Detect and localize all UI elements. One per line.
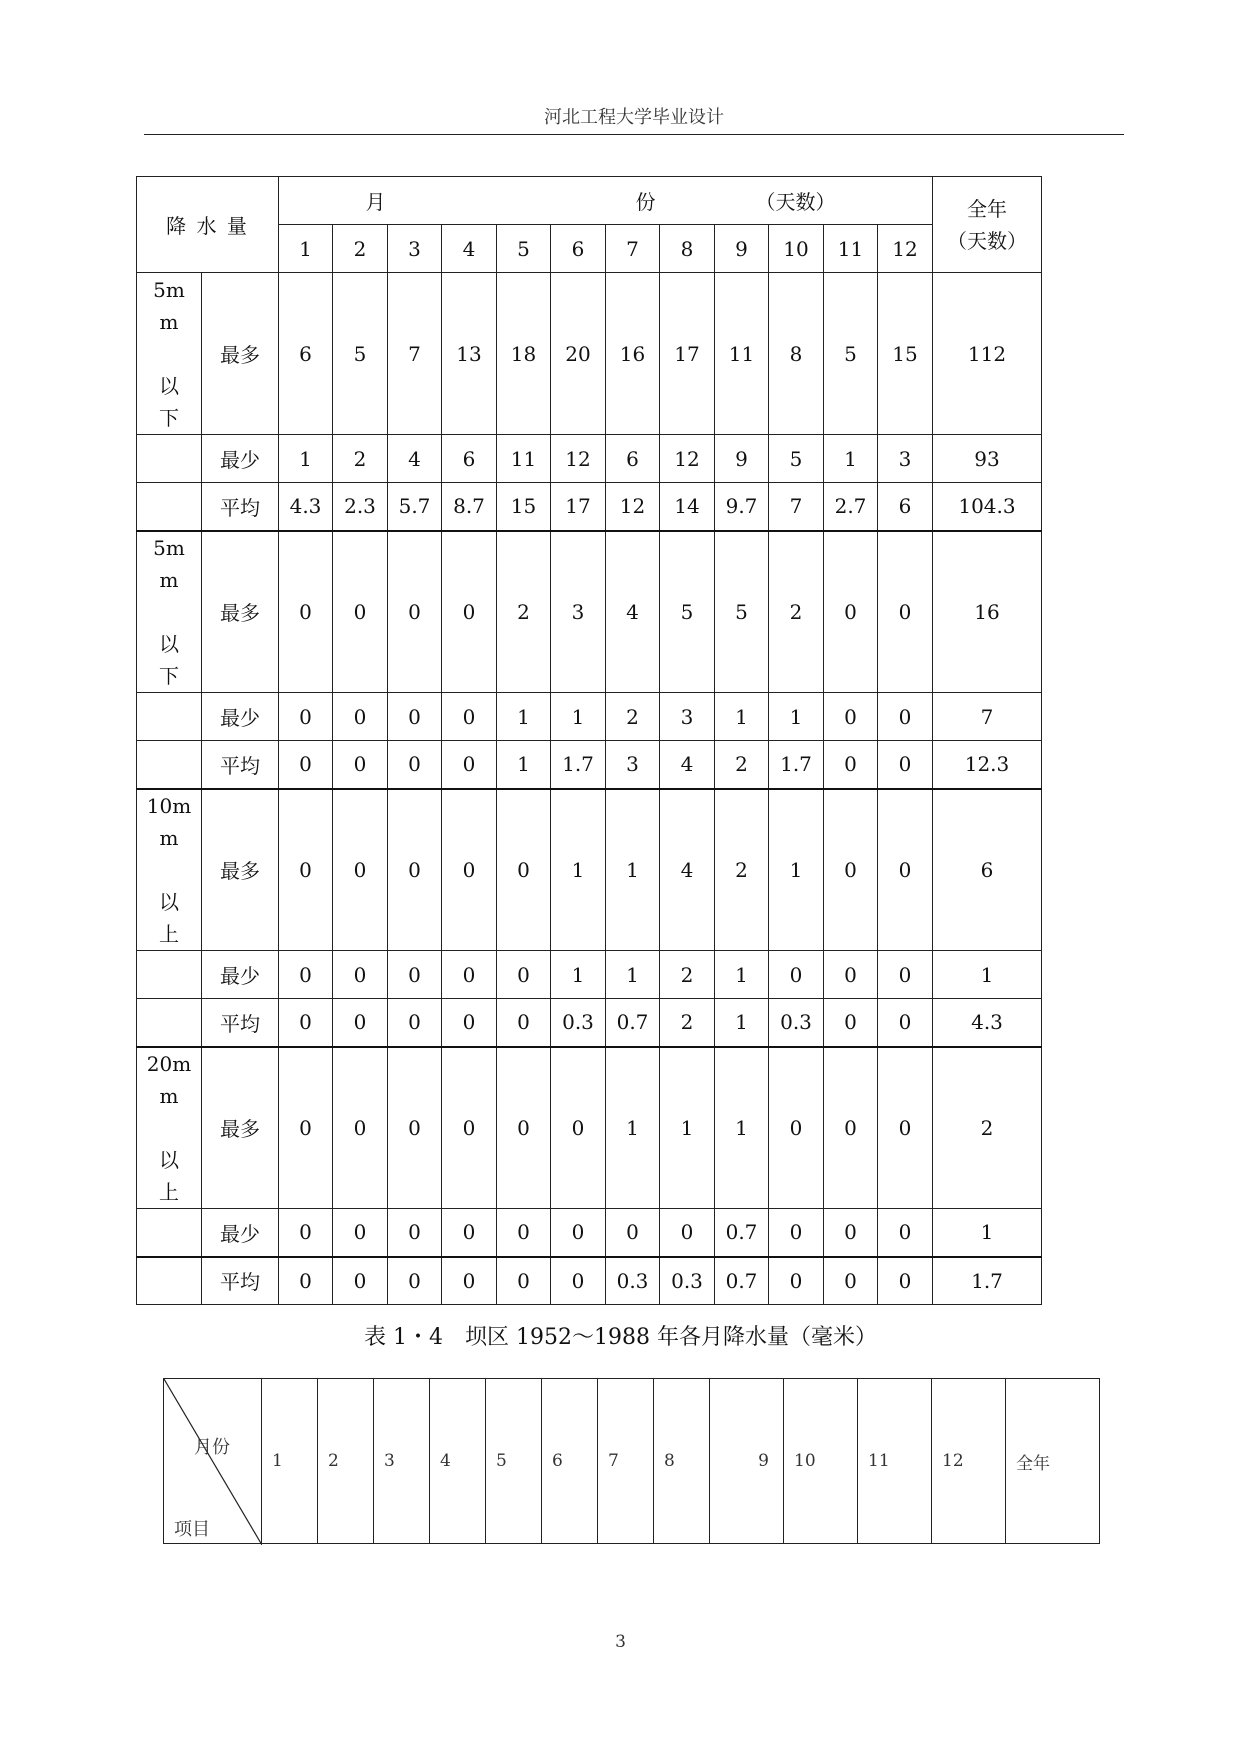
- table-cell: 0: [333, 789, 388, 951]
- table-row: [137, 435, 1042, 483]
- month-header: 1: [279, 225, 333, 273]
- table-cell: 15: [878, 273, 933, 435]
- table-row: [137, 693, 1042, 741]
- table-cell: 0: [606, 1209, 660, 1257]
- row-label: 最多: [202, 789, 279, 951]
- month-header: 9: [715, 225, 769, 273]
- annual-cell: 6: [933, 789, 1042, 951]
- table-cell: 0: [878, 693, 933, 741]
- section-label: [137, 531, 202, 693]
- table-cell: 0: [333, 1209, 388, 1257]
- table-cell: 1.7: [551, 741, 606, 789]
- table-cell: 7: [769, 483, 824, 531]
- table-cell: 0: [660, 1209, 715, 1257]
- annual-cell: 1.7: [933, 1257, 1042, 1305]
- annual-cell: 4.3: [933, 999, 1042, 1047]
- table-cell: 2: [333, 435, 388, 483]
- table-cell: 1: [606, 1047, 660, 1209]
- section-label-line: 上: [159, 1179, 179, 1204]
- page-number: 3: [615, 1632, 626, 1652]
- table-cell: 6: [442, 435, 497, 483]
- row-label: 最多: [202, 1047, 279, 1209]
- section-label-line: 5m: [153, 535, 185, 560]
- row-label: 最少: [202, 951, 279, 999]
- table-cell: 0: [279, 531, 333, 693]
- table-cell: 0: [279, 693, 333, 741]
- table-cell: 0: [279, 741, 333, 789]
- table-cell: 0: [333, 1047, 388, 1209]
- month-header: 6: [551, 225, 606, 273]
- table-cell: 8.7: [442, 483, 497, 531]
- table-row: [137, 483, 1042, 531]
- table-cell: 4: [388, 435, 442, 483]
- table-cell: 1: [715, 999, 769, 1047]
- table-cell: 5: [824, 273, 878, 435]
- table-cell: 12: [551, 435, 606, 483]
- fen-word: 份: [635, 190, 656, 214]
- table-cell: 1: [497, 693, 551, 741]
- month-header: 3: [388, 225, 442, 273]
- section-label-line: [137, 1112, 201, 1144]
- table-cell: 2: [715, 789, 769, 951]
- section-label-line: 以: [159, 1147, 179, 1172]
- table-cell: 0: [551, 1047, 606, 1209]
- table-cell: 2: [715, 741, 769, 789]
- table-cell: 0: [442, 999, 497, 1047]
- row-label: 最少: [202, 693, 279, 741]
- section-label-line: 下: [159, 405, 179, 430]
- table-cell: 0: [824, 1209, 878, 1257]
- month-header: 11: [858, 1379, 932, 1544]
- monthly-precipitation-table: [163, 1378, 1100, 1544]
- table-cell: 6: [279, 273, 333, 435]
- page-header: 河北工程大学毕业设计: [144, 104, 1124, 135]
- table-cell: 13: [442, 273, 497, 435]
- table-cell: 0.7: [606, 999, 660, 1047]
- month-header: 3: [374, 1379, 430, 1544]
- table-cell: 0: [333, 741, 388, 789]
- table-cell: 0: [279, 1209, 333, 1257]
- section-label-line: [137, 338, 201, 370]
- table-cell: 0: [388, 741, 442, 789]
- table-row: [137, 273, 1042, 435]
- annual-cell: 16: [933, 531, 1042, 693]
- table-cell: 0: [824, 951, 878, 999]
- month-header: 6: [542, 1379, 598, 1544]
- table-row: [137, 1209, 1042, 1257]
- table-cell: 2: [769, 531, 824, 693]
- month-word: 月: [365, 190, 386, 214]
- table-cell: 9: [715, 435, 769, 483]
- table-cell: 0: [824, 999, 878, 1047]
- month-header: 8: [654, 1379, 710, 1544]
- section-label-empty: [137, 435, 202, 483]
- table-cell: 4: [660, 789, 715, 951]
- table-cell: 5: [660, 531, 715, 693]
- row-label: 平均: [202, 483, 279, 531]
- table-cell: 1: [279, 435, 333, 483]
- table-cell: 5.7: [388, 483, 442, 531]
- month-header: 5: [486, 1379, 542, 1544]
- table-cell: 0: [878, 951, 933, 999]
- table-cell: 0.7: [715, 1209, 769, 1257]
- table-cell: 0: [333, 1257, 388, 1305]
- section-label-line: 以: [159, 889, 179, 914]
- table-cell: 0: [769, 1209, 824, 1257]
- table-row: [137, 531, 1042, 693]
- table-cell: 0: [497, 1257, 551, 1305]
- month-header: 7: [598, 1379, 654, 1544]
- row-label: 最多: [202, 273, 279, 435]
- table-cell: 0.3: [660, 1257, 715, 1305]
- table-cell: 6: [878, 483, 933, 531]
- table-cell: 1: [551, 789, 606, 951]
- annual-cell: 1: [933, 1209, 1042, 1257]
- table-cell: 0: [497, 1047, 551, 1209]
- row-label: 平均: [202, 741, 279, 789]
- table-cell: 17: [660, 273, 715, 435]
- month-header: 2: [318, 1379, 374, 1544]
- table-cell: 11: [497, 435, 551, 483]
- table-cell: 0: [824, 531, 878, 693]
- table-cell: 8: [769, 273, 824, 435]
- annual-cell: 104.3: [933, 483, 1042, 531]
- section-label-empty: [137, 1209, 202, 1257]
- section-label-line: m: [159, 825, 179, 850]
- table-row: [137, 741, 1042, 789]
- table-cell: 1: [715, 693, 769, 741]
- row-label: 平均: [202, 1257, 279, 1305]
- month-header: 10: [784, 1379, 858, 1544]
- table-cell: 0.7: [715, 1257, 769, 1305]
- table-cell: 14: [660, 483, 715, 531]
- table-cell: 2: [606, 693, 660, 741]
- table-row: [137, 1047, 1042, 1209]
- table-cell: 7: [388, 273, 442, 435]
- table-cell: 3: [660, 693, 715, 741]
- table-cell: 1: [497, 741, 551, 789]
- table-cell: 4: [660, 741, 715, 789]
- annual-header-line1: 全年: [967, 196, 1007, 221]
- month-group-header: [279, 177, 933, 225]
- section-label-empty: [137, 951, 202, 999]
- table-cell: 1: [606, 789, 660, 951]
- table-cell: 1: [715, 951, 769, 999]
- section-label-line: 20m: [146, 1051, 192, 1076]
- section-label-line: 以: [159, 373, 179, 398]
- table-cell: 0: [824, 693, 878, 741]
- section-label-line: m: [159, 1083, 179, 1108]
- table-cell: 0: [769, 1047, 824, 1209]
- table-cell: 0: [333, 531, 388, 693]
- table-cell: 9.7: [715, 483, 769, 531]
- row-label: 最多: [202, 531, 279, 693]
- table-row: [137, 1257, 1042, 1305]
- table-cell: 1: [824, 435, 878, 483]
- month-header: 11: [824, 225, 878, 273]
- table-cell: 0: [551, 1209, 606, 1257]
- table-cell: 0: [497, 1209, 551, 1257]
- annual-cell: 112: [933, 273, 1042, 435]
- section-label-line: m: [159, 567, 179, 592]
- table-cell: 0: [279, 1257, 333, 1305]
- month-header: 5: [497, 225, 551, 273]
- corner-header: 降 水 量: [137, 177, 279, 273]
- table-cell: 0.3: [606, 1257, 660, 1305]
- row-label: 最少: [202, 1209, 279, 1257]
- table-cell: 3: [551, 531, 606, 693]
- table-cell: 2: [660, 999, 715, 1047]
- section-label: [137, 273, 202, 435]
- table-cell: 0: [442, 531, 497, 693]
- rainfall-days-table: [136, 176, 1042, 1305]
- table-cell: 0: [497, 999, 551, 1047]
- table-cell: 0: [388, 1047, 442, 1209]
- table-cell: 4.3: [279, 483, 333, 531]
- table-cell: 0: [442, 1209, 497, 1257]
- table-cell: 0: [497, 789, 551, 951]
- table-cell: 5: [769, 435, 824, 483]
- table-cell: 16: [606, 273, 660, 435]
- table-cell: 1: [769, 693, 824, 741]
- table-cell: 4: [606, 531, 660, 693]
- diagonal-header-cell: [164, 1379, 262, 1544]
- table-cell: 2: [660, 951, 715, 999]
- table-cell: 0: [388, 531, 442, 693]
- month-header: 9: [710, 1379, 784, 1544]
- month-header: 12: [878, 225, 933, 273]
- month-header: 4: [430, 1379, 486, 1544]
- table-cell: 1: [769, 789, 824, 951]
- annual-cell: 1: [933, 951, 1042, 999]
- table-cell: 0: [279, 999, 333, 1047]
- table-row: [137, 999, 1042, 1047]
- annual-cell: 93: [933, 435, 1042, 483]
- table-cell: 0: [769, 1257, 824, 1305]
- table-cell: 0: [824, 1257, 878, 1305]
- section-label-empty: [137, 999, 202, 1047]
- table-cell: 5: [715, 531, 769, 693]
- table-cell: 20: [551, 273, 606, 435]
- table-cell: 0: [388, 999, 442, 1047]
- table-cell: 0: [279, 1047, 333, 1209]
- table-cell: 0: [442, 951, 497, 999]
- section-label-line: [137, 596, 201, 628]
- table-cell: 0: [878, 1209, 933, 1257]
- table-cell: 0: [388, 789, 442, 951]
- table-cell: 5: [333, 273, 388, 435]
- table-cell: 12: [606, 483, 660, 531]
- section-label-line: 下: [159, 663, 179, 688]
- table-cell: 1: [715, 1047, 769, 1209]
- table-cell: 0.3: [551, 999, 606, 1047]
- table-cell: 0: [769, 951, 824, 999]
- row-label: 平均: [202, 999, 279, 1047]
- section-label-empty: [137, 693, 202, 741]
- section-label-line: 5m: [153, 277, 185, 302]
- table-cell: 0: [442, 693, 497, 741]
- section-label: [137, 1047, 202, 1209]
- section-label-line: [137, 854, 201, 886]
- month-header: 1: [262, 1379, 318, 1544]
- table-cell: 6: [606, 435, 660, 483]
- month-header: 7: [606, 225, 660, 273]
- table-cell: 3: [878, 435, 933, 483]
- table-row: [137, 951, 1042, 999]
- table-caption: 表 1・4 坝区 1952～1988 年各月降水量（毫米）: [364, 1325, 877, 1350]
- table-cell: 0: [878, 1257, 933, 1305]
- row-label: 最少: [202, 435, 279, 483]
- table-cell: 17: [551, 483, 606, 531]
- section-label-empty: [137, 741, 202, 789]
- section-label-line: 10m: [146, 793, 192, 818]
- table-cell: 0: [388, 1209, 442, 1257]
- table-cell: 0: [878, 789, 933, 951]
- table-cell: 0: [497, 951, 551, 999]
- days-word: （天数）: [755, 190, 836, 214]
- table-cell: 0: [878, 1047, 933, 1209]
- month-header: 2: [333, 225, 388, 273]
- diag-top-label: 月份: [194, 1437, 230, 1458]
- table-cell: 0: [551, 1257, 606, 1305]
- table-cell: 0: [333, 999, 388, 1047]
- table-cell: 0: [878, 999, 933, 1047]
- month-header: 10: [769, 225, 824, 273]
- section-label: [137, 789, 202, 951]
- annual-cell: 2: [933, 1047, 1042, 1209]
- table-cell: 0: [442, 789, 497, 951]
- section-label-empty: [137, 483, 202, 531]
- month-header: 12: [932, 1379, 1006, 1544]
- annual-cell: 7: [933, 693, 1042, 741]
- table-cell: 0: [824, 789, 878, 951]
- table-cell: 0: [279, 789, 333, 951]
- section-label-empty: [137, 1257, 202, 1305]
- annual-header: [933, 177, 1042, 273]
- month-header: 8: [660, 225, 715, 273]
- table-cell: 0: [388, 951, 442, 999]
- table-cell: 3: [606, 741, 660, 789]
- table-cell: 0.3: [769, 999, 824, 1047]
- table-cell: 0: [442, 741, 497, 789]
- table-cell: 2.3: [333, 483, 388, 531]
- table-cell: 1.7: [769, 741, 824, 789]
- table-cell: 0: [824, 741, 878, 789]
- table-cell: 0: [442, 1257, 497, 1305]
- table-cell: 0: [388, 1257, 442, 1305]
- diag-bottom-label: 项目: [174, 1519, 210, 1540]
- table-cell: 1: [551, 951, 606, 999]
- table-cell: 18: [497, 273, 551, 435]
- annual-header-line2: （天数）: [947, 228, 1027, 253]
- section-label-line: 上: [159, 921, 179, 946]
- section-label-line: m: [159, 309, 179, 334]
- month-header: 全年: [1006, 1379, 1100, 1544]
- table-cell: 0: [279, 951, 333, 999]
- table-cell: 11: [715, 273, 769, 435]
- table-cell: 0: [333, 693, 388, 741]
- annual-cell: 12.3: [933, 741, 1042, 789]
- table-cell: 0: [442, 1047, 497, 1209]
- month-header: 4: [442, 225, 497, 273]
- table-cell: 1: [551, 693, 606, 741]
- table-cell: 0: [878, 531, 933, 693]
- table-cell: 1: [660, 1047, 715, 1209]
- table-cell: 2.7: [824, 483, 878, 531]
- table-cell: 12: [660, 435, 715, 483]
- table-cell: 2: [497, 531, 551, 693]
- section-label-line: 以: [159, 631, 179, 656]
- table-cell: 15: [497, 483, 551, 531]
- table-cell: 0: [878, 741, 933, 789]
- table-cell: 0: [333, 951, 388, 999]
- table-row: [137, 789, 1042, 951]
- table-cell: 0: [824, 1047, 878, 1209]
- table-cell: 1: [606, 951, 660, 999]
- table-cell: 0: [388, 693, 442, 741]
